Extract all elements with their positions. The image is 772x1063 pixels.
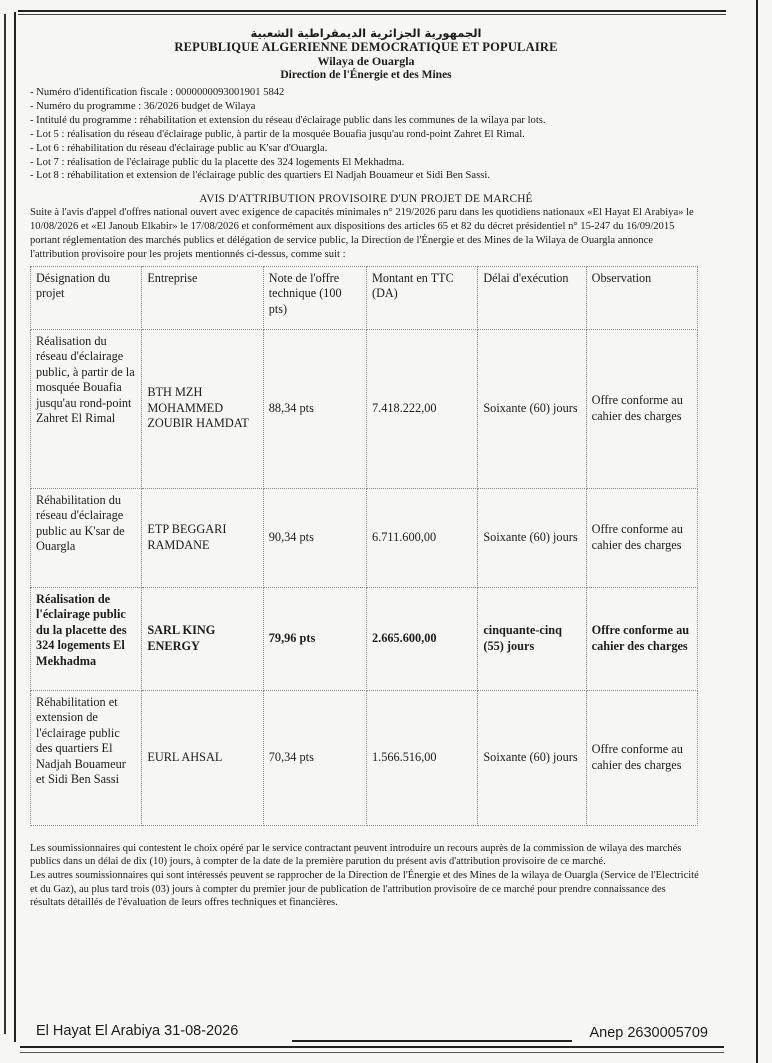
publication-reference: El Hayat El Arabiya 31-08-2026 — [36, 1023, 239, 1039]
left-column-rule — [4, 14, 6, 1034]
notice-content — [30, 26, 702, 910]
bottom-rule-thin — [20, 1052, 724, 1053]
program-items — [30, 86, 702, 183]
table-row — [31, 587, 698, 690]
cell-observation: Offre conforme au cahier des charges — [586, 587, 697, 690]
cell-designation: Réalisation de l'éclairage public du la placette des 324 logements El Mekhadma — [31, 587, 142, 690]
header-montant: Montant en TTC (DA) — [367, 266, 478, 329]
direction-name: Direction de l'Énergie et des Mines — [280, 69, 452, 81]
cell-montant: 7.418.222,00 — [367, 329, 478, 488]
left-column-border — [0, 12, 16, 1042]
right-column-border — [756, 0, 772, 1063]
header-observation: Observation — [586, 266, 697, 329]
anep-reference: Anep 2630005709 — [589, 1025, 708, 1041]
cell-note: 90,34 pts — [263, 488, 366, 587]
signature-line — [292, 1040, 572, 1042]
intro-paragraph: Suite à l'avis d'appel d'offres national ouvert avec exigence de capacités minimales n° 219/2026 paru dans les quotidiens nationaux «El Hayat El Arabiya» le 10/08/2026 et «El Janoub Elkabir» le 17/08/2026 et conformément aux dispositions des articles 65 et 82 du décret présidentiel n° 15-247 du 16/09/2015 portant réglementation des marchés publics et délégation de service public, la Direction de l'Énergie et des Mines de la Wilaya de Ouargla annonce l'attribution provisoire pour les projets mentionnés ci-dessus, comme suit : — [30, 207, 694, 260]
header-entreprise: Entreprise — [142, 266, 263, 329]
cell-observation: Offre conforme au cahier des charges — [586, 488, 697, 587]
cell-montant: 2.665.600,00 — [367, 587, 478, 690]
bottom-rule — [20, 1046, 724, 1048]
avis-title: AVIS D'ATTRIBUTION PROVISOIRE D'UN PROJET DE MARCHÉ — [199, 193, 533, 206]
consultation-paragraph: Les autres soumissionnaires qui sont intéressés peuvent se rapprocher de la Direction de l'Énergie et des Mines de la wilaya de Ouargla (Service de l'Electricité et du Gaz), au plus tard trois (03) jours à compter du premier jour de publication de l'attribution provisoire de ce marché pour prendre connaissance des résultats détaillés de l'évaluation de leurs offres techniques et financières. — [30, 869, 699, 909]
program-item: - Intitulé du programme : réhabilitation et extension du réseau d'éclairage public dans les communes de la wilaya par lots. — [30, 114, 546, 126]
cell-observation: Offre conforme au cahier des charges — [586, 690, 697, 825]
table-header-row — [31, 266, 698, 329]
cell-note: 79,96 pts — [263, 587, 366, 690]
program-item: - Lot 6 : réhabilitation du réseau d'éclairage public au K'sar d'Ouargla. — [30, 142, 328, 154]
program-item: - Lot 5 : réalisation du réseau d'éclairage public, à partir de la mosquée Bouafia jusqu'au rond-point Zahret El Rimal. — [30, 128, 525, 140]
cell-delai: Soixante (60) jours — [478, 329, 586, 488]
program-item: - Numéro du programme : 36/2026 budget de Wilaya — [30, 100, 256, 112]
cell-designation: Réalisation du réseau d'éclairage public, à partir de la mosquée Bouafia jusqu'au rond-point Zahret El Rimal — [31, 329, 142, 488]
header-note: Note de l'offre technique (100 pts) — [263, 266, 366, 329]
cell-designation: Réhabilitation du réseau d'éclairage public au K'sar de Ouargla — [31, 488, 142, 587]
recourse-paragraph: Les soumissionnaires qui contestent le choix opéré par le service contractant peuvent introduire un recours auprès de la commission de wilaya des marchés publics dans un délai de dix (10) jours, à compter de la date de la première parution du présent avis d'attribution provisoire de ce marché. — [30, 842, 682, 868]
table-row — [31, 488, 698, 587]
cell-delai: Soixante (60) jours — [478, 690, 586, 825]
header-designation: Désignation du projet — [31, 266, 142, 329]
wilaya-name: Wilaya de Ouargla — [317, 54, 415, 68]
header-delai: Délai d'exécution — [478, 266, 586, 329]
cell-observation: Offre conforme au cahier des charges — [586, 329, 697, 488]
cell-entreprise: EURL AHSAL — [142, 690, 263, 825]
table-row — [31, 690, 698, 825]
republic-title: REPUBLIQUE ALGERIENNE DEMOCRATIQUE ET POPULAIRE — [174, 40, 558, 54]
cell-designation: Réhabilitation et extension de l'éclairage public des quartiers El Nadjah Bouameur et Sidi Ben Sassi — [31, 690, 142, 825]
cell-entreprise: SARL KING ENERGY — [142, 587, 263, 690]
footer-notes — [30, 842, 702, 911]
cell-note: 88,34 pts — [263, 329, 366, 488]
cell-delai: Soixante (60) jours — [478, 488, 586, 587]
cell-entreprise: BTH MZH MOHAMMED ZOUBIR HAMDAT — [142, 329, 263, 488]
cell-montant: 1.566.516,00 — [367, 690, 478, 825]
program-item: - Lot 7 : réalisation de l'éclairage public du la placette des 324 logements El Mekhadma. — [30, 156, 405, 168]
cell-delai: cinquante-cinq (55) jours — [478, 587, 586, 690]
notice-header — [30, 26, 702, 82]
notice-frame-rule — [18, 14, 726, 15]
program-item: - Lot 8 : réhabilitation et extension de l'éclairage public des quartiers El Nadjah Bouameur et Sidi Ben Sassi. — [30, 170, 490, 182]
table-row — [31, 329, 698, 488]
cell-entreprise: ETP BEGGARI RAMDANE — [142, 488, 263, 587]
cell-montant: 6.711.600,00 — [367, 488, 478, 587]
cell-note: 70,34 pts — [263, 690, 366, 825]
arabic-title: الجمهورية الجزائرية الديمقراطية الشعبية — [250, 26, 482, 40]
attribution-table — [30, 266, 698, 826]
program-item: - Numéro d'identification fiscale : 0000000093001901 5842 — [30, 87, 285, 98]
